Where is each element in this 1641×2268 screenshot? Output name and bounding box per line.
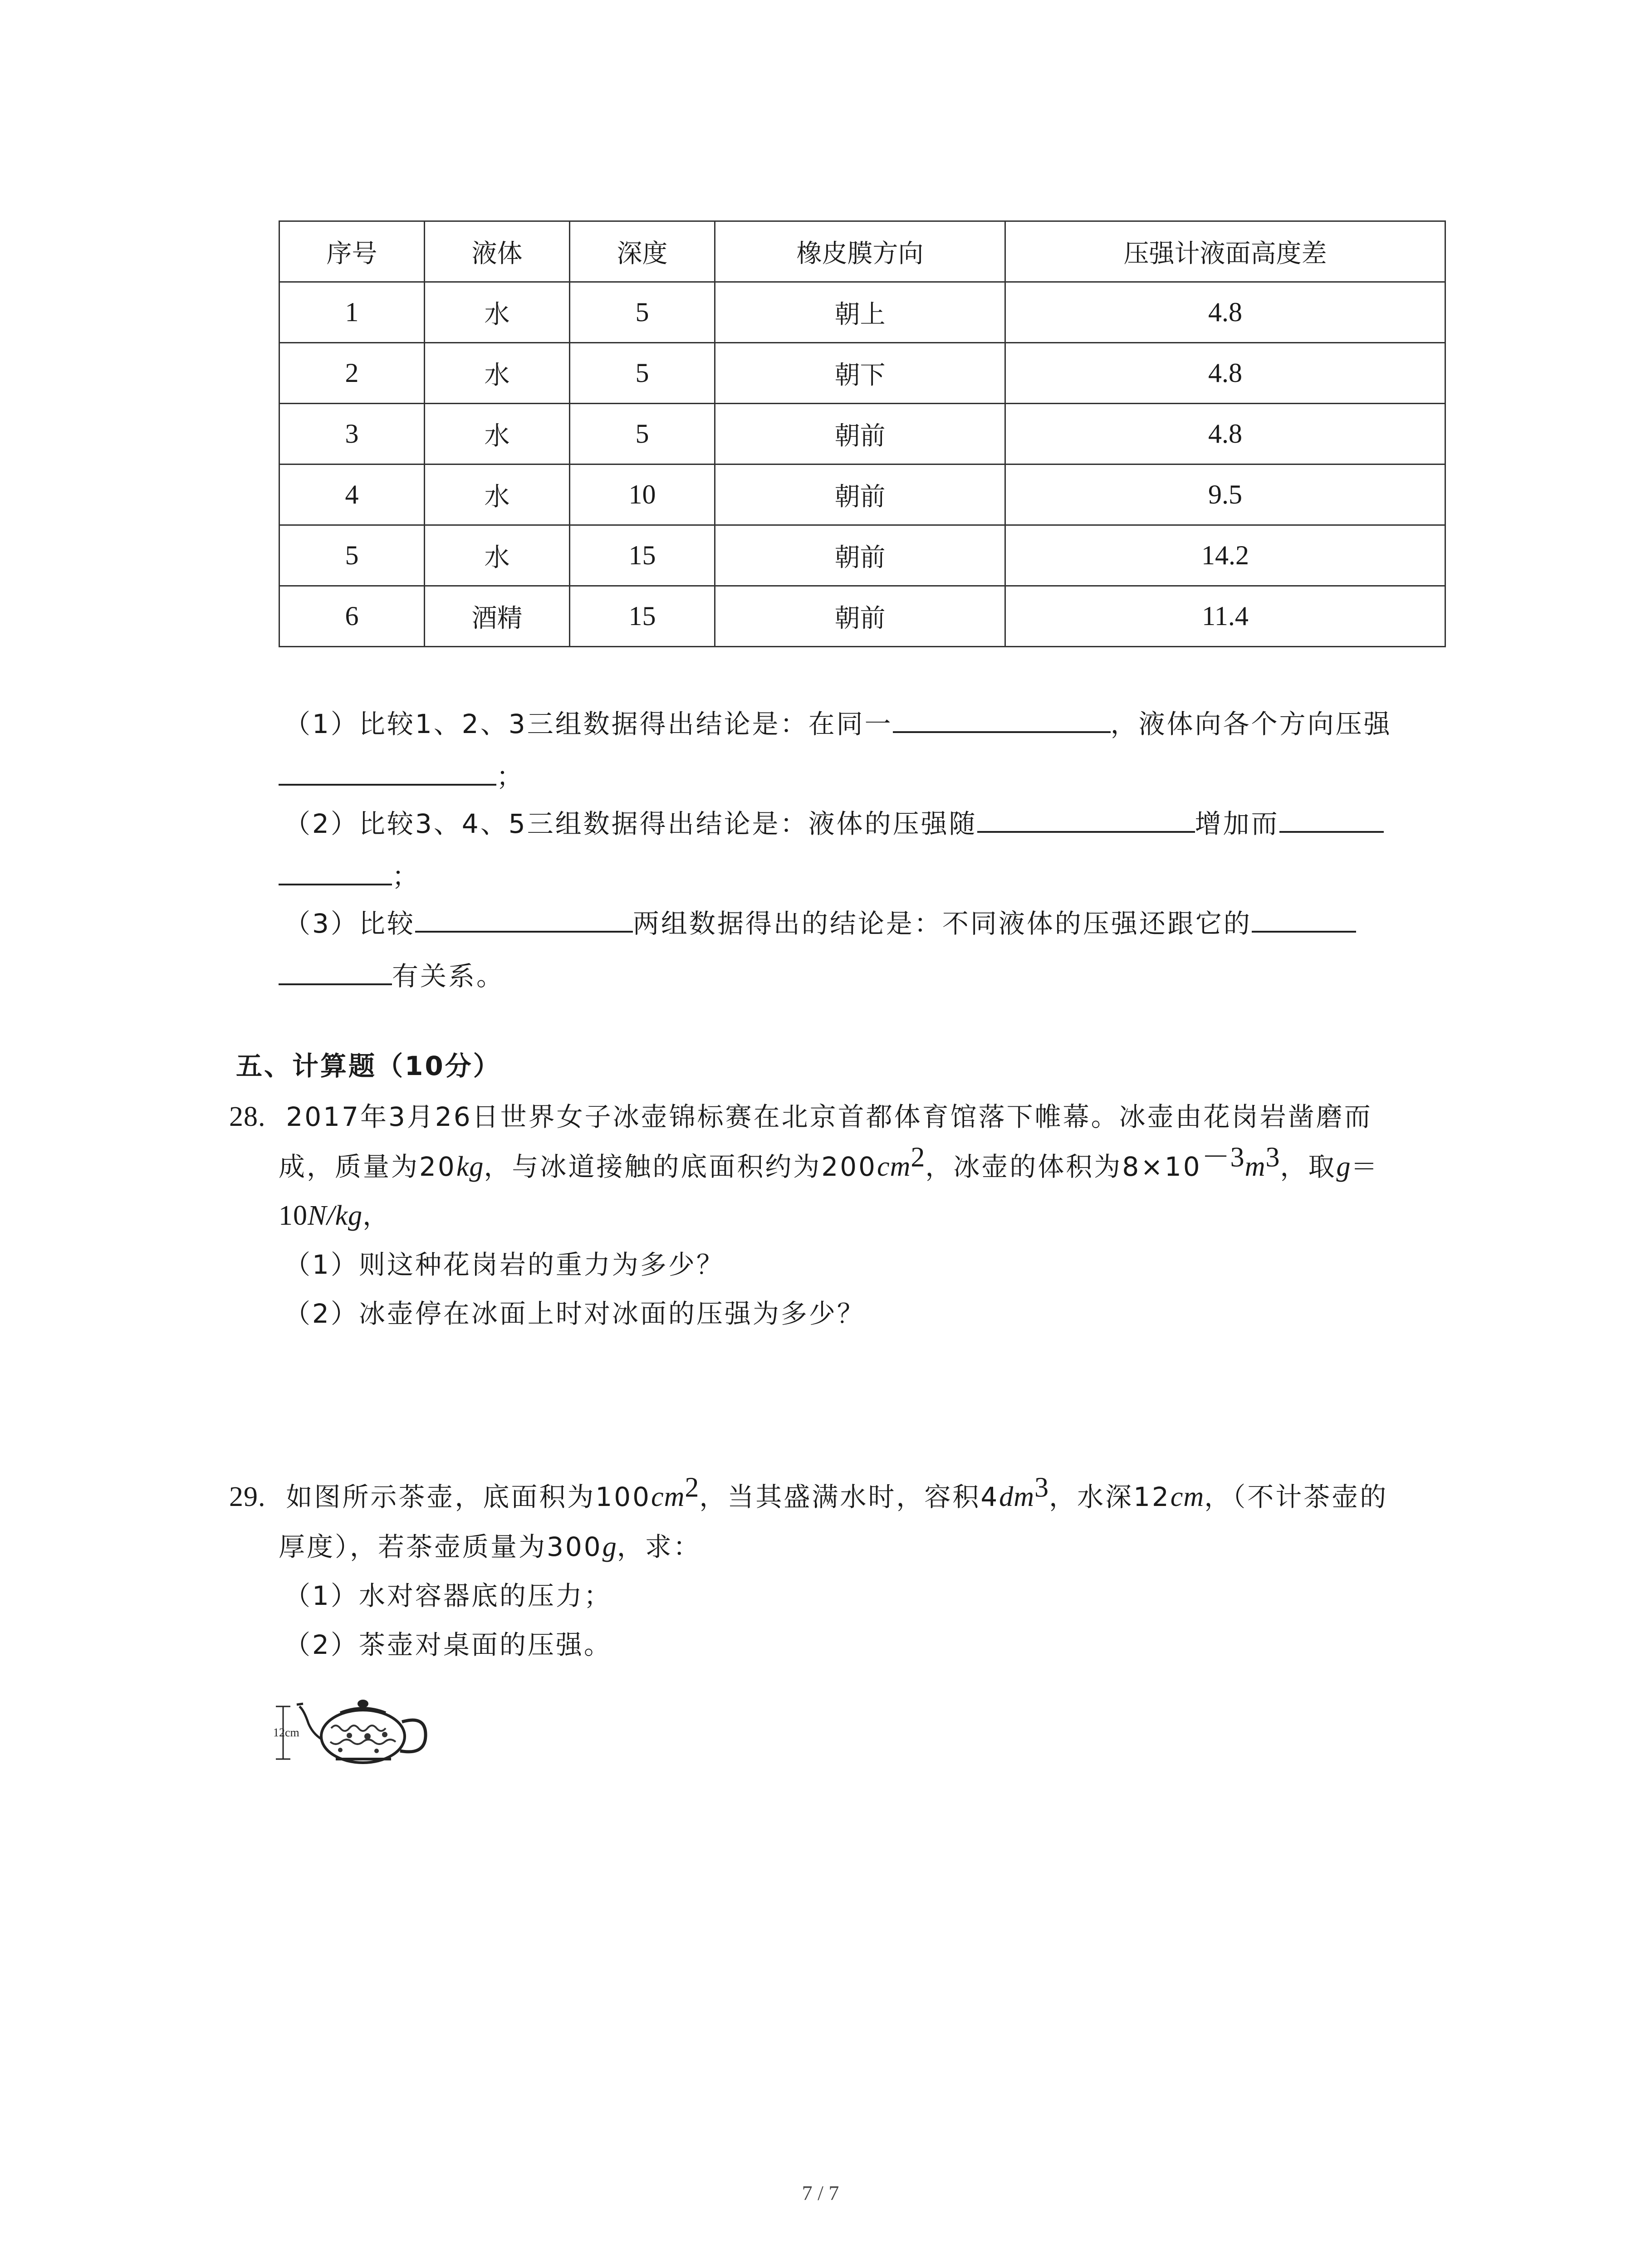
q28-text-2b: ，与冰道接触的底面积约为200 <box>484 1151 877 1182</box>
cell-height-difference: 9.5 <box>1005 464 1445 525</box>
q29-unit-cm-2: cm <box>1170 1481 1205 1512</box>
header-depth: 深度 <box>570 221 715 282</box>
q28-text-1: 2017年3月26日世界女子冰壶锦标赛在北京首都体育馆落下帷幕。冰壶由花岗岩凿磨而 <box>286 1101 1372 1132</box>
q28-unit-kg: kg <box>456 1151 484 1182</box>
q27-item3-text-a: （3）比较 <box>284 908 415 939</box>
q29-unit-dm: dm <box>999 1481 1035 1512</box>
q29-sub2: （2）茶壶对桌面的压强。 <box>284 1629 612 1660</box>
cell-index: 2 <box>279 343 425 404</box>
q27-item2-end: ； <box>392 861 421 892</box>
q27-item2-line2 <box>279 855 420 894</box>
cell-index: 1 <box>279 282 425 343</box>
q29-text-2b: ，求： <box>617 1531 701 1562</box>
q27-blank-3[interactable] <box>977 803 1195 833</box>
cell-direction: 朝前 <box>715 525 1005 586</box>
page-number: 7 / 7 <box>802 2181 839 2204</box>
q28-unit-m: m <box>1244 1151 1266 1182</box>
q27-item2-line1 <box>284 803 1384 842</box>
q27-blank-1[interactable] <box>893 703 1111 733</box>
q27-blank-4[interactable] <box>1279 803 1384 833</box>
q27-item3-end: 有关系。 <box>392 961 505 992</box>
q29-text-1d: ，（不计茶壶的 <box>1204 1481 1388 1512</box>
cell-direction: 朝前 <box>715 464 1005 525</box>
q29-number: 29. <box>229 1481 266 1512</box>
q27-blank-8[interactable] <box>279 955 392 985</box>
teapot-figure <box>272 1678 440 1769</box>
cell-depth: 5 <box>570 343 715 404</box>
header-height-difference: 压强计液面高度差 <box>1005 221 1445 282</box>
header-index: 序号 <box>279 221 425 282</box>
q29-exp-1: 2 <box>685 1472 700 1503</box>
q27-blank-7[interactable] <box>1252 903 1356 933</box>
q29-line1 <box>229 1472 1388 1515</box>
cell-direction: 朝上 <box>715 282 1005 343</box>
table-row <box>279 525 1445 586</box>
q28-text-2e: ＝ <box>1351 1151 1379 1182</box>
cell-depth: 15 <box>570 586 715 647</box>
q29-text-2a: 厚度），若茶壶质量为300 <box>279 1531 603 1562</box>
cell-depth: 5 <box>570 282 715 343</box>
q28-line1 <box>229 1099 1372 1135</box>
q28-text-2a: 成，质量为20 <box>279 1151 456 1182</box>
cell-height-difference: 4.8 <box>1005 282 1445 343</box>
cell-liquid: 水 <box>425 464 570 525</box>
header-liquid: 液体 <box>425 221 570 282</box>
q28-unit-cm: cm <box>877 1151 911 1182</box>
q28-text-3b: ， <box>362 1200 391 1231</box>
table-row <box>279 464 1445 525</box>
table-header-row <box>279 221 1445 282</box>
q28-symbol-g: g <box>1336 1151 1351 1182</box>
q28-exp-2: －3 <box>1201 1142 1245 1173</box>
q29-unit-g: g <box>602 1531 617 1562</box>
q27-blank-2[interactable] <box>279 756 496 786</box>
q27-item1-text-a: （1）比较1、2、3三组数据得出结论是：在同一 <box>284 709 893 739</box>
pressure-data-table <box>279 220 1446 647</box>
q28-sub1: （1）则这种花岗岩的重力为多少？ <box>284 1249 725 1280</box>
cell-direction: 朝前 <box>715 586 1005 647</box>
cell-direction: 朝下 <box>715 343 1005 404</box>
q27-item3-line2 <box>279 955 505 994</box>
q29-exp-2: 3 <box>1034 1472 1049 1503</box>
q27-blank-6[interactable] <box>415 903 633 933</box>
cell-depth: 5 <box>570 404 715 464</box>
cell-index: 6 <box>279 586 425 647</box>
cell-index: 5 <box>279 525 425 586</box>
cell-liquid: 水 <box>425 343 570 404</box>
q28-line2 <box>279 1142 1379 1185</box>
q28-exp-3: 3 <box>1265 1142 1280 1173</box>
cell-height-difference: 14.2 <box>1005 525 1445 586</box>
cell-index: 4 <box>279 464 425 525</box>
section-5-title: 五、计算题（10分） <box>236 1051 501 1081</box>
cell-height-difference: 4.8 <box>1005 404 1445 464</box>
q28-sub2: （2）冰壶停在冰面上时对冰面的压强为多少？ <box>284 1298 865 1329</box>
q29-text-1b: ，当其盛满水时，容积4 <box>699 1481 999 1512</box>
header-membrane-direction: 橡皮膜方向 <box>715 221 1005 282</box>
cell-depth: 10 <box>570 464 715 525</box>
cell-depth: 15 <box>570 525 715 586</box>
q27-item2-text-b: 增加而 <box>1195 808 1279 839</box>
cell-liquid: 酒精 <box>425 586 570 647</box>
q27-item1-text-b: ，液体向各个方向压强 <box>1110 709 1392 739</box>
q28-text-2d: ，取 <box>1280 1151 1337 1182</box>
cell-liquid: 水 <box>425 404 570 464</box>
table-row <box>279 586 1445 647</box>
q28-text-3a: 10 <box>279 1200 308 1231</box>
teapot-height-label: 12cm <box>273 1726 299 1739</box>
q29-unit-cm: cm <box>651 1481 685 1512</box>
q27-item1-line2 <box>279 756 524 795</box>
table-row <box>279 282 1445 343</box>
q28-line3 <box>279 1198 391 1234</box>
cell-liquid: 水 <box>425 525 570 586</box>
q28-text-2c: ，冰壶的体积为8×10 <box>925 1151 1202 1182</box>
q29-text-1c: ，水深12 <box>1049 1481 1171 1512</box>
cell-index: 3 <box>279 404 425 464</box>
table-row <box>279 343 1445 404</box>
q29-line2 <box>279 1529 701 1565</box>
q27-item3-text-b: 两组数据得出的结论是：不同液体的压强还跟它的 <box>632 908 1252 939</box>
q29-text-1a: 如图所示茶壶，底面积为100 <box>286 1481 652 1512</box>
q29-sub1: （1）水对容器底的压力； <box>284 1580 612 1611</box>
cell-liquid: 水 <box>425 282 570 343</box>
q27-item3-line1 <box>284 903 1356 942</box>
cell-direction: 朝前 <box>715 404 1005 464</box>
table-row <box>279 404 1445 464</box>
q27-item2-text-a: （2）比较3、4、5三组数据得出结论是：液体的压强随 <box>284 808 977 839</box>
q28-unit-n-per-kg: N/kg <box>308 1200 363 1231</box>
q27-item1-end: ； <box>496 761 525 792</box>
cell-height-difference: 11.4 <box>1005 586 1445 647</box>
q27-item1-line1 <box>284 703 1392 742</box>
q28-exp-1: 2 <box>911 1142 926 1173</box>
cell-height-difference: 4.8 <box>1005 343 1445 404</box>
q27-blank-5[interactable] <box>279 855 392 885</box>
q28-number: 28. <box>229 1101 266 1132</box>
